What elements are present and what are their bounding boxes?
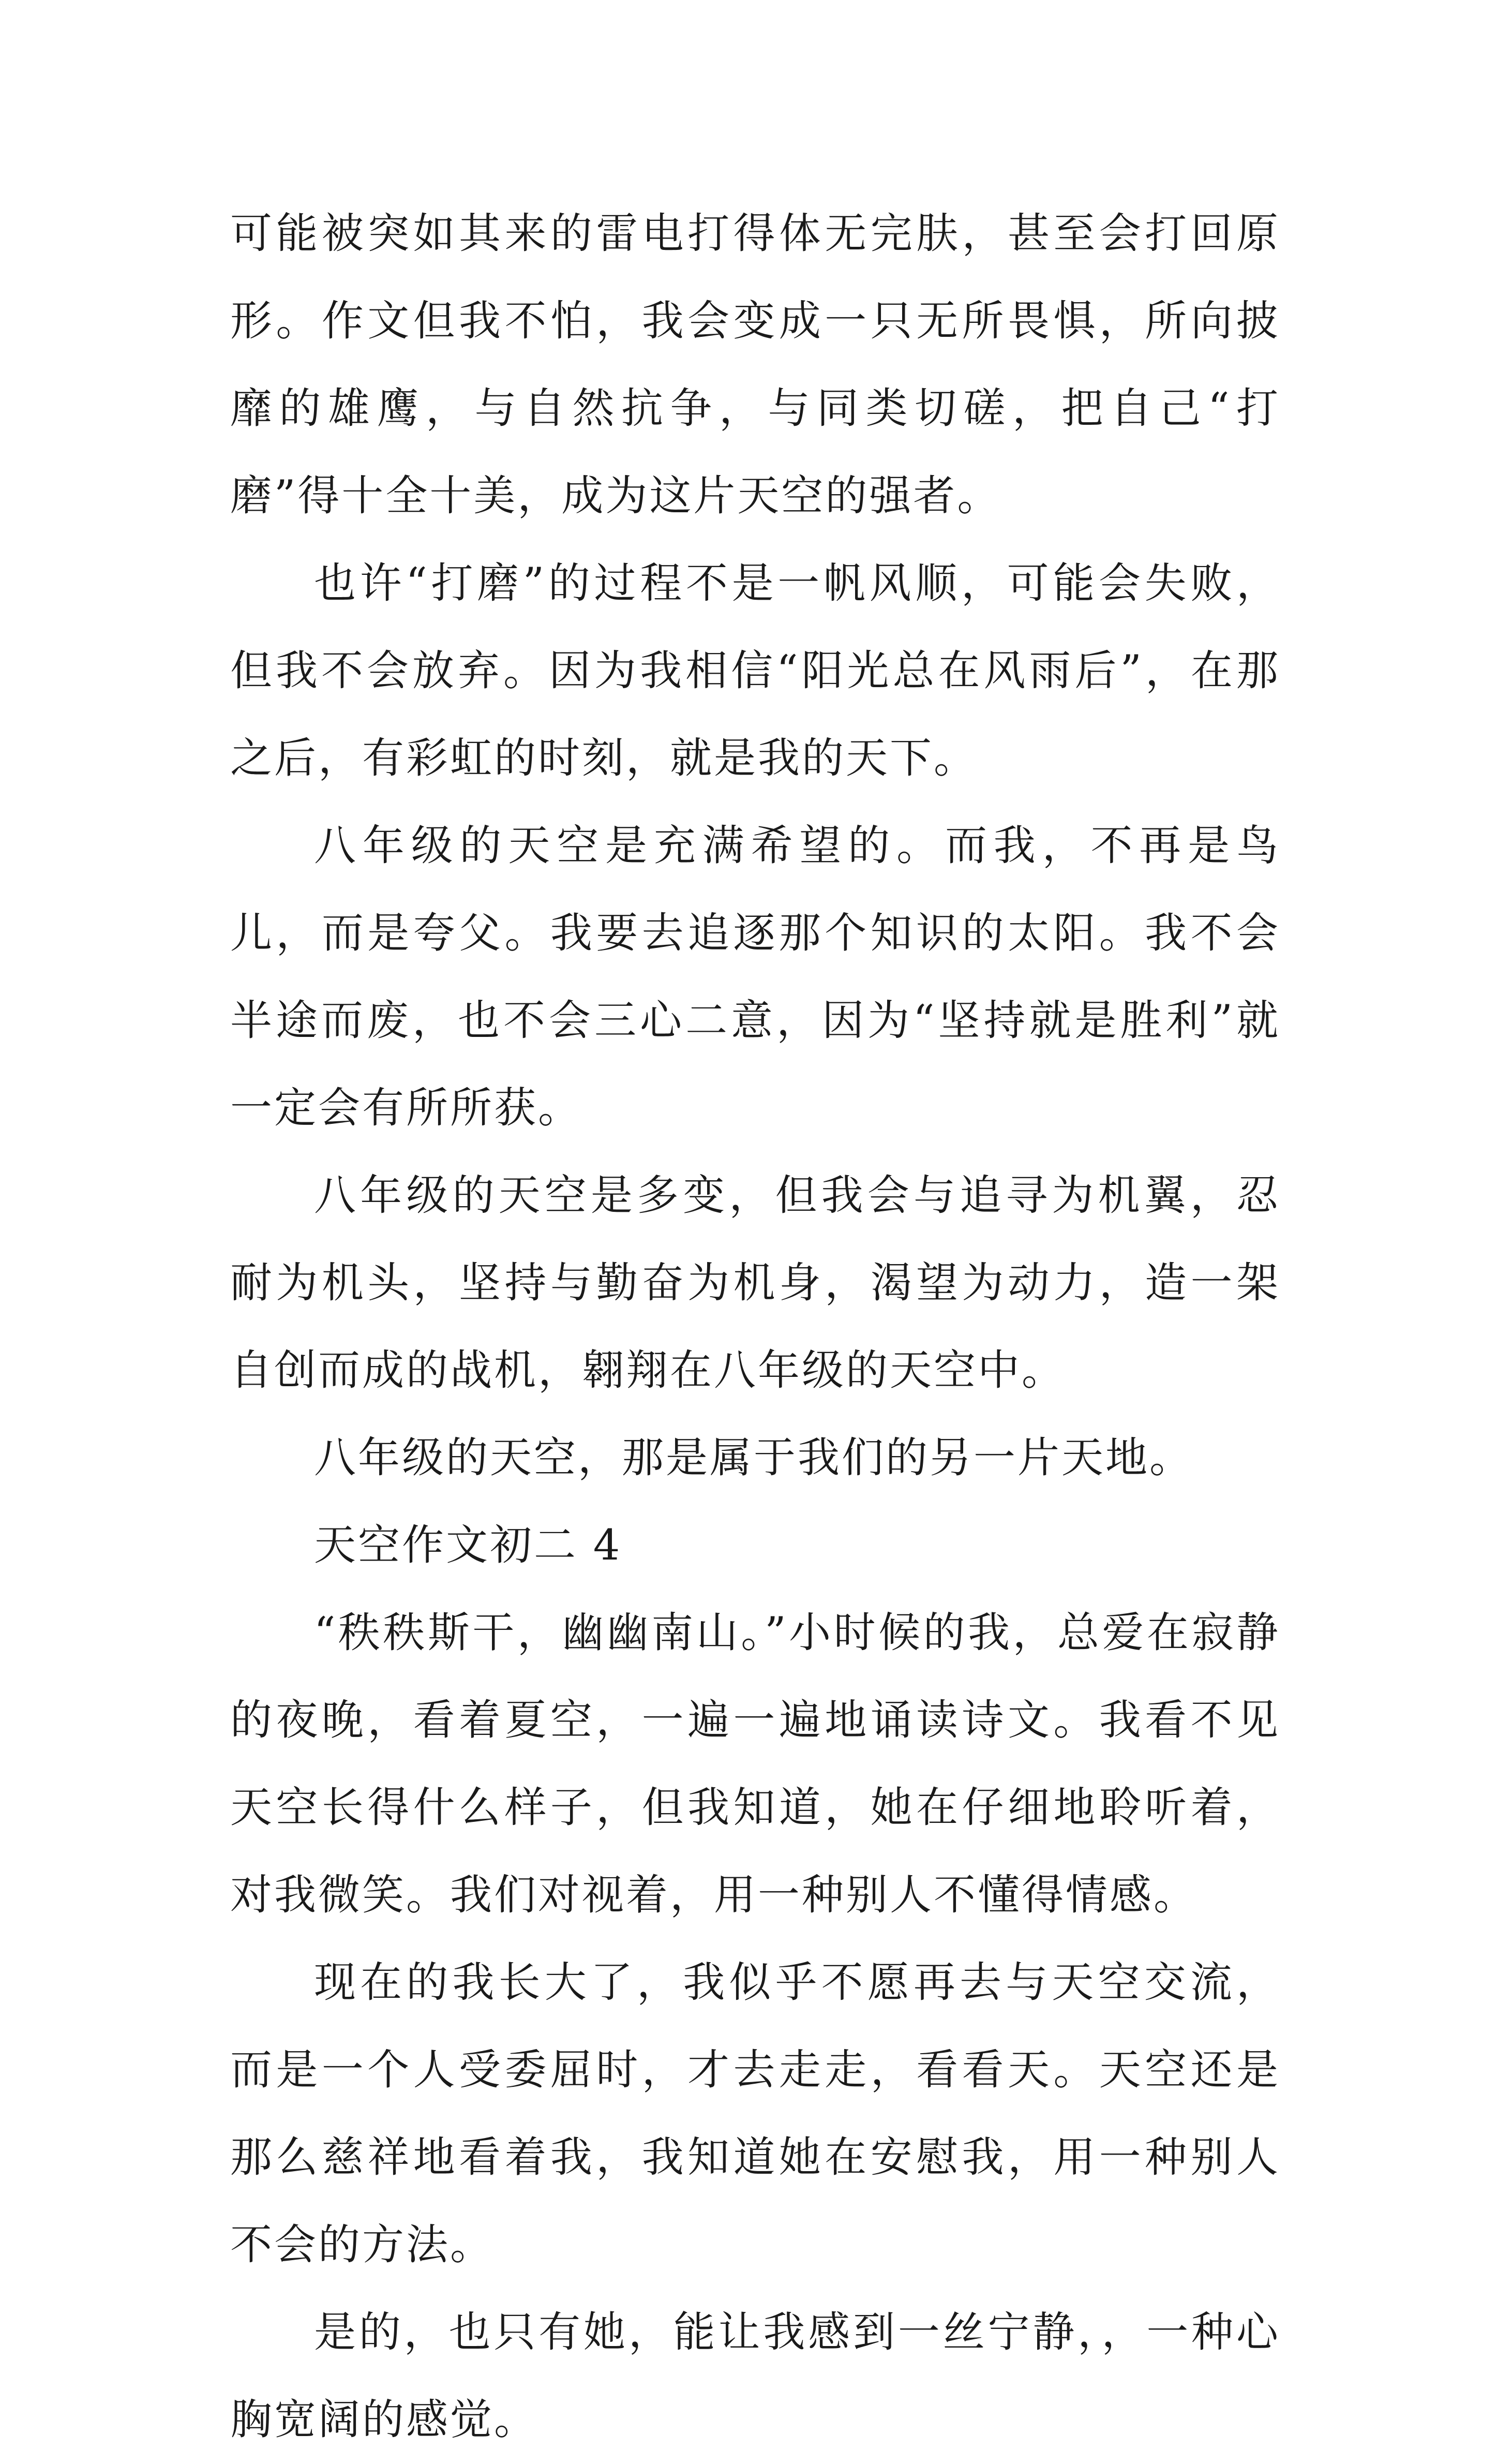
section-heading: 天空作文初二 4 xyxy=(314,1521,622,1570)
paragraph-6: “秩秩斯干，幽幽南山。”小时候的我，总爱在寂静的夜晚，看着夏空，一遍一遍地诵读诗文。我看不见天空长得什么样子，但我知道，她在仔细地聆听着，对我微笑。我们对视着，用一种别人不懂得情感。 xyxy=(230,1609,1280,1920)
paragraph-5: 八年级的天空，那是属于我们的另一片天地。 xyxy=(314,1434,1194,1482)
paragraph-8: 是的，也只有她，能让我感到一丝宁静，，一种心胸宽阔的感觉。 xyxy=(230,2308,1280,2444)
paragraph-7: 现在的我长大了，我似乎不愿再去与天空交流，而是一个人受委屈时，才去走走，看看天。天空还是那么慈祥地看着我，我知道她在安慰我，用一种别人不会的方法。 xyxy=(230,1958,1280,2269)
paragraph-3: 八年级的天空是充满希望的。而我，不再是鸟儿，而是夸父。我要去追逐那个知识的太阳。我不会半途而废，也不会三心二意，因为“坚持就是胜利”就一定会有所所获。 xyxy=(230,822,1280,1133)
paragraph-1: 可能被突如其来的雷电打得体无完肤，甚至会打回原形。作文但我不怕，我会变成一只无所畏惧，所向披靡的雄鹰，与自然抗争，与同类切磋，把自己“打磨”得十全十美，成为这片天空的强者。 xyxy=(230,210,1280,521)
document-body xyxy=(230,190,1280,2464)
paragraph-2: 也许“打磨”的过程不是一帆风顺，可能会失败，但我不会放弃。因为我相信“阳光总在风雨后”，在那之后，有彩虹的时刻，就是我的天下。 xyxy=(230,559,1280,783)
paragraph-4: 八年级的天空是多变，但我会与追寻为机翼，忍耐为机头，坚持与勤奋为机身，渴望为动力，造一架自创而成的战机，翱翔在八年级的天空中。 xyxy=(230,1171,1280,1395)
